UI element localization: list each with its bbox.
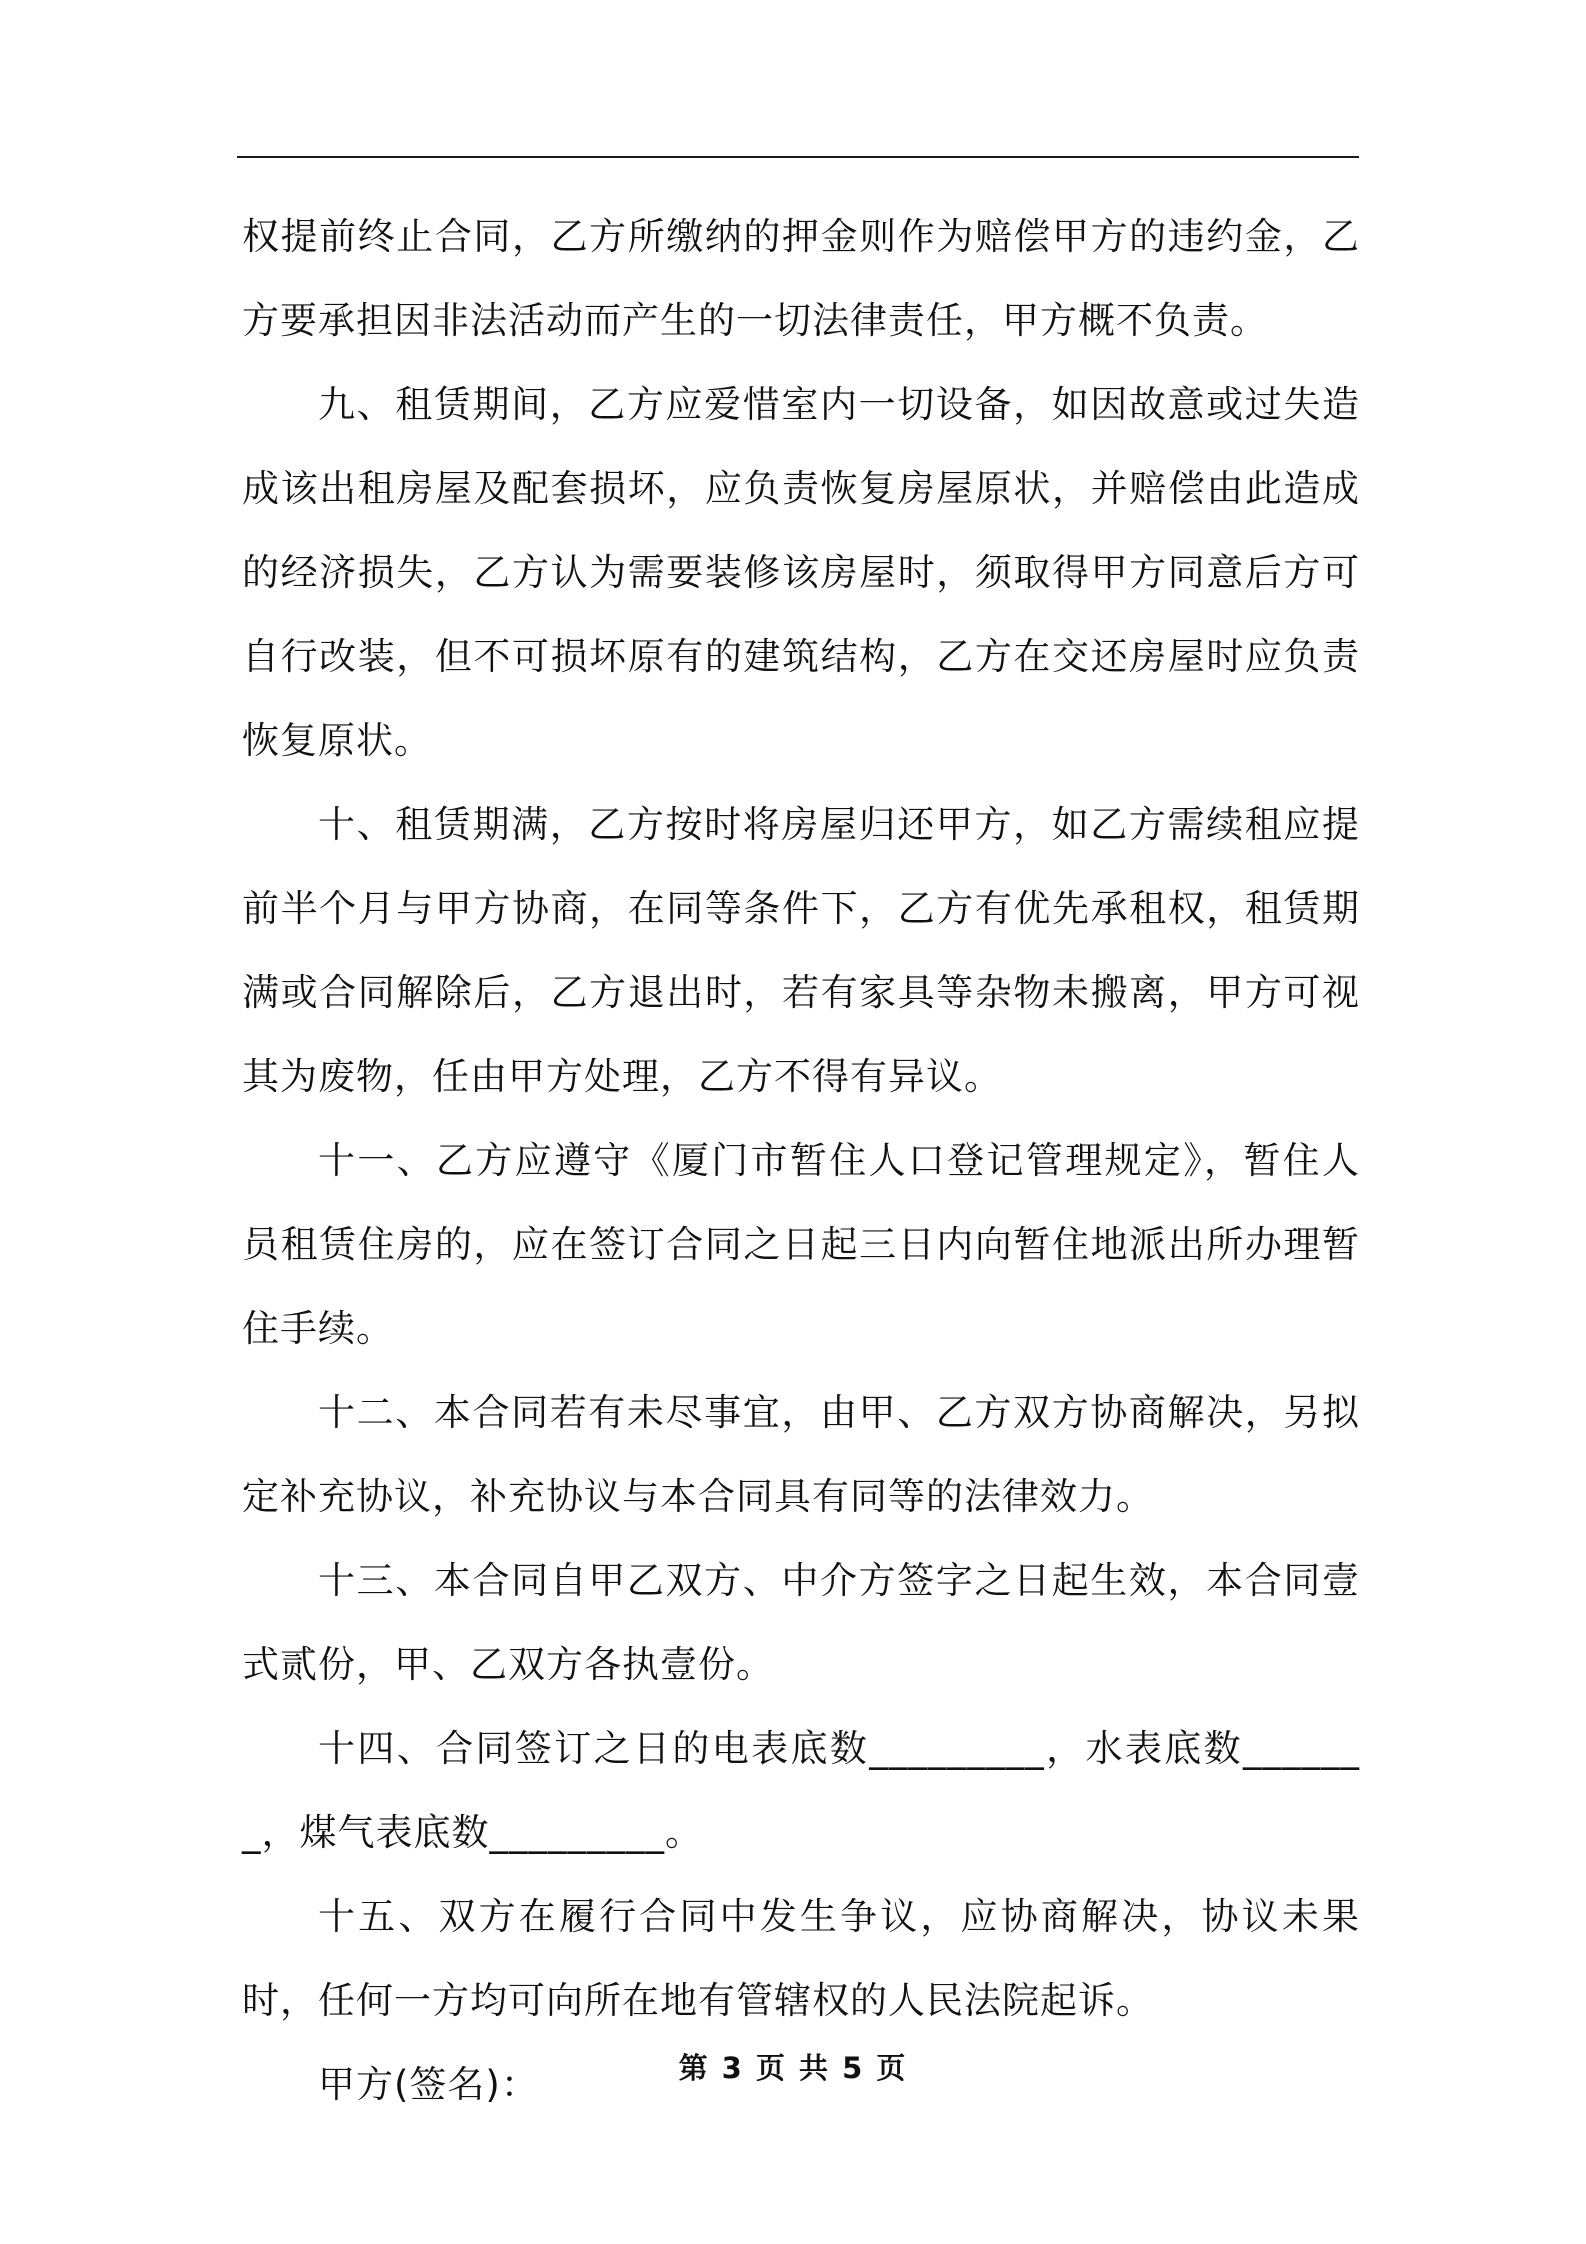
clause-9: 九、租赁期间，乙方应爱惜室内一切设备，如因故意或过失造成该出租房屋及配套损坏，应负责恢复房屋原状，并赔偿由此造成的经济损失，乙方认为需要装修该房屋时，须取得甲方同意后方可自行改装，但不可损坏原有的建筑结构，乙方在交还房屋时应负责恢复原状。	[242, 383, 1360, 762]
clause-15: 十五、双方在履行合同中发生争议，应协商解决，协议未果时，任何一方均可向所在地有管辖权的人民法院起诉。	[242, 1895, 1360, 2022]
party-a-signature-line: 甲方(签名)：	[318, 2063, 539, 2106]
clause-14: 十四、合同签订之日的电表底数_________，水表底数_______，煤气表底数_________。	[242, 1727, 1360, 1854]
document-body	[242, 195, 1360, 2127]
clause-10: 十、租赁期满，乙方按时将房屋归还甲方，如乙方需续租应提前半个月与甲方协商，在同等条件下，乙方有优先承租权，租赁期满或合同解除后，乙方退出时，若有家具等杂物未搬离，甲方可视其为废物，任由甲方处理，乙方不得有异议。	[242, 803, 1360, 1098]
clause-12: 十二、本合同若有未尽事宜，由甲、乙方双方协商解决，另拟定补充协议，补充协议与本合同具有同等的法律效力。	[242, 1391, 1360, 1518]
clause-11: 十一、乙方应遵守《厦门市暂住人口登记管理规定》，暂住人员租赁住房的，应在签订合同之日起三日内向暂住地派出所办理暂住手续。	[242, 1139, 1360, 1350]
page-number-footer: 第 3 页 共 5 页	[678, 2051, 908, 2085]
paragraph-continuation: 权提前终止合同，乙方所缴纳的押金则作为赔偿甲方的违约金，乙方要承担因非法活动而产生的一切法律责任，甲方概不负责。	[242, 215, 1360, 342]
header-divider	[237, 156, 1359, 158]
clause-13: 十三、本合同自甲乙双方、中介方签字之日起生效，本合同壹式贰份，甲、乙双方各执壹份。	[242, 1559, 1360, 1686]
